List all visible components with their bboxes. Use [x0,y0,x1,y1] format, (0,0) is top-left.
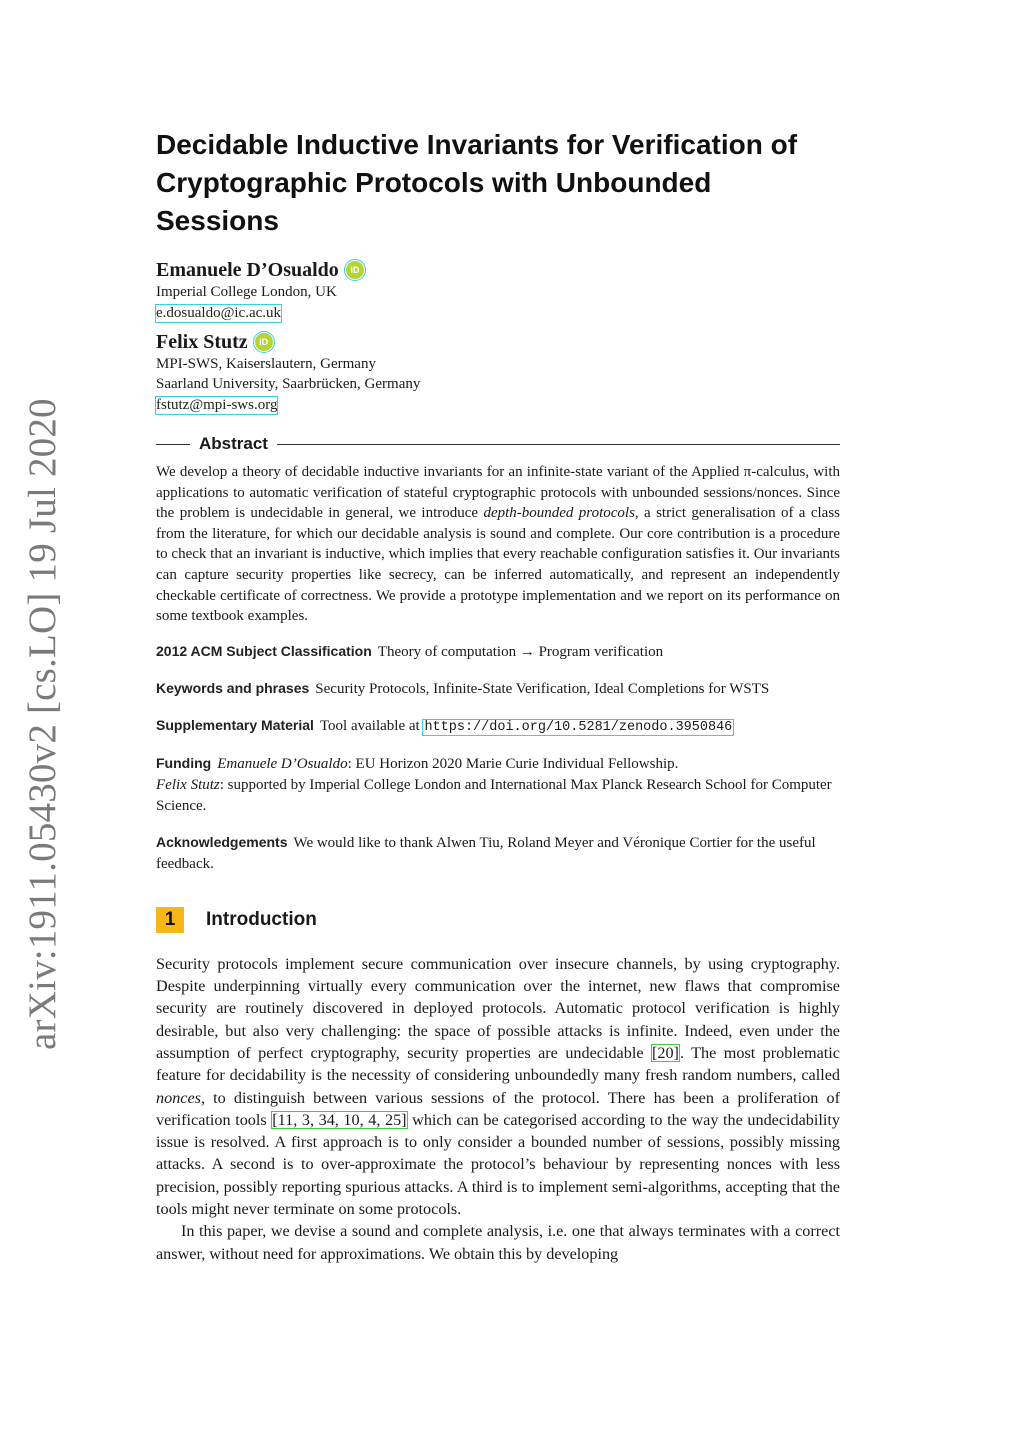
doi-link[interactable]: https://doi.org/10.5281/zenodo.3950846 [424,719,733,735]
supplementary-material: Supplementary Material Tool available at https://doi.org/10.5281/zenodo.3950846 [156,716,733,735]
funding: Funding Emanuele D’Osualdo: EU Horizon 2020 Marie Curie Individual Fellowship. Felix Stutz: supported by Imperial College London and International Max Planck Research School for Computer Science. [156,754,832,814]
author-2 [156,330,840,414]
introduction-text [156,953,840,1265]
section-number-badge: 1 [156,907,184,933]
abstract-heading [156,434,840,454]
section-title: Introduction [206,908,317,930]
acknowledgements: Acknowledgements We would like to thank Alwen Tiu, Roland Meyer and Véronique Cortier for the useful feedback. [156,833,816,872]
author-1 [156,258,840,322]
paragraph: Security protocols implement secure communication over insecure channels, by using cryptography. Despite underpinning virtually every communication over the internet, new flaws that compromise security are routinely discovered in deployed protocols. Automatic protocol verification is highly desirable, but also very challenging: the space of possible attacks is infinite. Indeed, even under the assumption of perfect cryptography, security properties are undecidable [20]. The most problematic feature for decidability is the necessity of considering unboundedly many fresh random numbers, called nonces, to distinguish between various sessions of the protocol. There has been a proliferation of verification tools [11, 3, 34, 10, 4, 25] which can be categorised according to the way the undecidability issue is resolved. A first approach is to only consider a bounded number of sessions, possibly missing attacks. A second is to over-approximate the protocol’s behaviour by representing nonces with less precision, possibly reporting spurious attacks. A third is to implement semi-algorithms, accepting that the tools might never terminate on some protocols. [156,954,840,1219]
section-heading [156,907,840,933]
author-affiliation: Imperial College London, UK [156,284,337,300]
author-email-link[interactable]: fstutz@mpi-sws.org [156,397,278,413]
author-name: Felix Stutz [156,331,248,353]
rule-divider [277,444,840,445]
citation-link[interactable]: [11, 3, 34, 10, 4, 25] [272,1110,407,1129]
arxiv-stamp: arXiv:1911.05430v2 [cs.LO] 19 Jul 2020 [21,398,64,1050]
acm-classification: 2012 ACM Subject Classification Theory of computation → Program verification [156,642,664,660]
rule-divider [156,444,190,445]
author-name: Emanuele D’Osualdo [156,259,339,281]
abstract-body: We develop a theory of decidable inductive invariants for an infinite-state variant of the Applied π-calculus, with applications to automatic verification of stateful cryptographic protocols with unbounded sessions/nonces. Since the problem is undecidable in general, we introduce depth-bounded protocols, a strict generalisation of a class from the literature, for which our decidable analysis is sound and complete. Our core contribution is a procedure to check that an invariant is inductive, which implies that every reachable configuration satisfies it. Our invariants can capture security properties like secrecy, can be inferred automatically, and represent an independently checkable certificate of correctness. We provide a prototype implementation and we report on its performance on some textbook examples. [156,464,840,625]
keywords: Keywords and phrases Security Protocols, Infinite-State Verification, Ideal Completions for WSTS [156,679,770,697]
abstract-heading-label: Abstract [199,434,268,453]
citation-link[interactable]: [20] [651,1043,679,1062]
paper-title: Decidable Inductive Invariants for Verification of Cryptographic Protocols with Unbounded Sessions [156,129,798,236]
orcid-icon[interactable]: iD [255,333,273,351]
paper-page [156,126,840,1265]
orcid-icon[interactable]: iD [346,261,364,279]
author-affiliation: Saarland University, Saarbrücken, Germany [156,376,421,392]
paragraph: In this paper, we devise a sound and complete analysis, i.e. one that always terminates with a correct answer, without need for approximations. We obtain this by developing [156,1222,840,1263]
author-affiliation: MPI-SWS, Kaiserslautern, Germany [156,356,376,372]
author-email-link[interactable]: e.dosualdo@ic.ac.uk [156,305,282,321]
paper-metadata [156,641,840,875]
